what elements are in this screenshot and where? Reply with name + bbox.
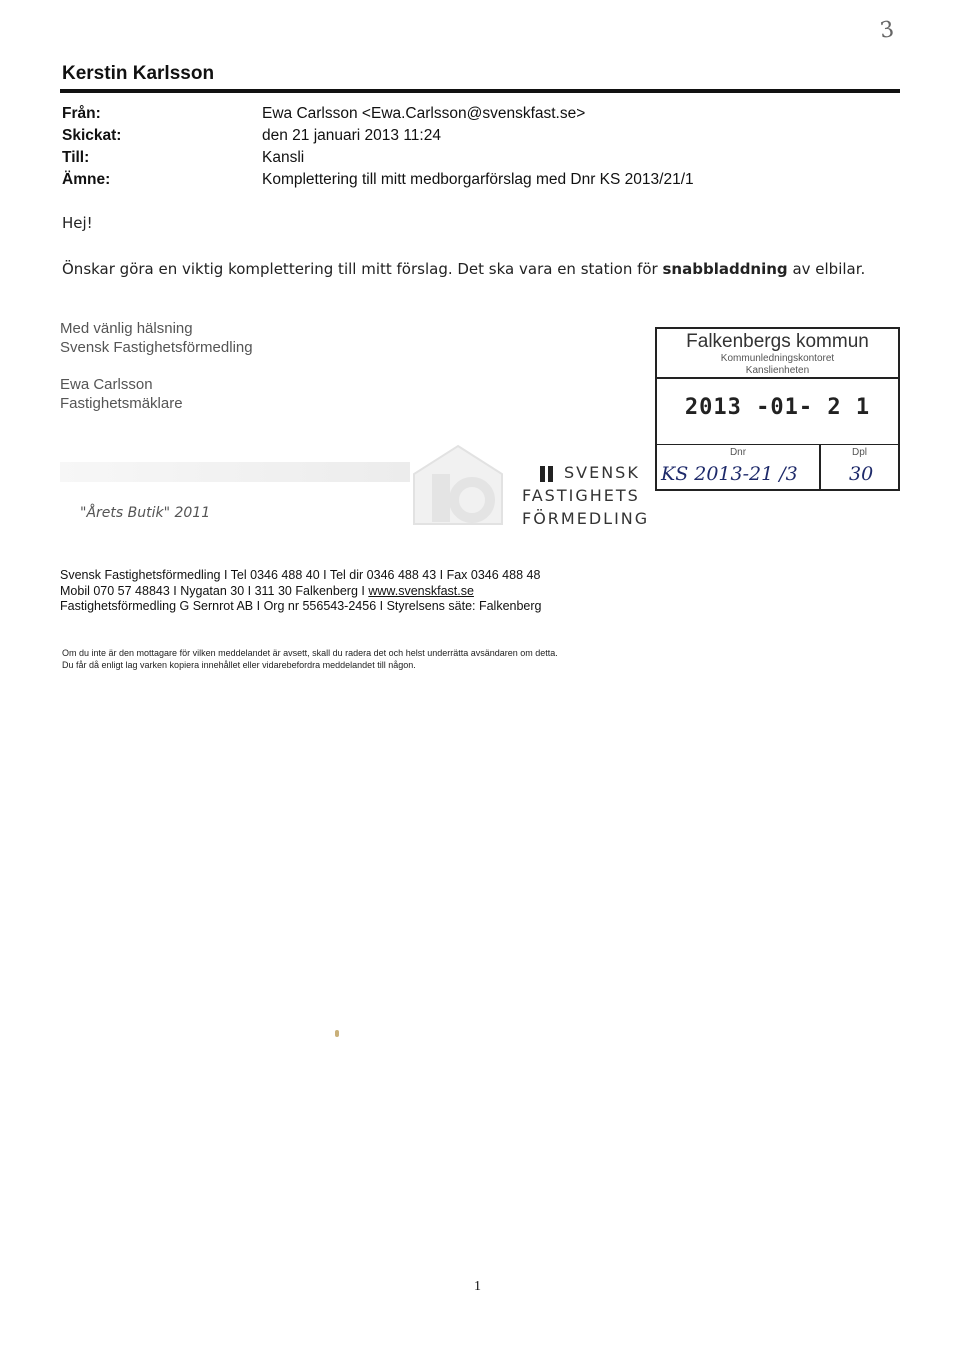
anniversary-logo-icon — [412, 444, 504, 526]
greeting: Hej! — [62, 214, 93, 232]
handwritten-page-number: 3 — [878, 17, 896, 44]
stamp-divider — [657, 377, 898, 379]
brand-line3: FÖRMEDLING — [522, 509, 650, 528]
signature-closing: Med vänlig hälsning — [60, 320, 193, 337]
footer-line2 — [60, 584, 474, 598]
stamp-dnr-value: KS 2013-21 /3 — [661, 463, 798, 485]
stamp-dept2: Kanslienheten — [745, 365, 810, 376]
footer-line1: Svensk Fastighetsförmedling I Tel 0346 488 40 I Tel dir 0346 488 43 I Fax 0346 488 48 — [60, 568, 541, 582]
disclaimer-line1: Om du inte är den mottagare för vilken meddelandet är avsett, skall du radera det och helst underrätta avsändaren om detta. — [62, 648, 558, 658]
disclaimer-line2: Du får då enligt lag varken kopiera innehållet eller vidarebefordra meddelandet till någon. — [62, 660, 416, 670]
sender-name: Kerstin Karlsson — [62, 63, 215, 84]
banner-bar — [60, 462, 410, 482]
from-label: Från: — [62, 105, 101, 122]
from-value: Ewa Carlsson <Ewa.Carlsson@svenskfast.se> — [262, 105, 586, 122]
received-stamp — [655, 327, 900, 491]
stamp-dpl-value: 30 — [849, 463, 874, 485]
stamp-dpl-label: Dpl — [851, 447, 867, 458]
stamp-dnr-label: Dnr — [729, 447, 747, 458]
scan-speck — [335, 1030, 339, 1037]
header-rule — [60, 89, 900, 93]
sent-label: Skickat: — [62, 127, 122, 144]
brand-line1: SVENSK — [564, 463, 640, 482]
message-start: Önskar göra en viktig komplettering till mitt förslag. Det ska vara en station för — [62, 260, 663, 278]
brand-line2: FASTIGHETS — [522, 486, 640, 505]
stamp-date: 2013 -01- 2 1 — [684, 395, 871, 420]
footer-line3: Fastighetsförmedling G Sernrot AB I Org nr 556543-2456 I Styrelsens säte: Falkenberg — [60, 599, 542, 613]
award-text: "Årets Butik" 2011 — [80, 505, 211, 521]
to-label: Till: — [62, 149, 90, 166]
subject-value: Komplettering till mitt medborgarförslag med Dnr KS 2013/21/1 — [262, 171, 694, 188]
message — [62, 260, 865, 278]
footer-contact: Mobil 070 57 48843 I Nygatan 30 I 311 30 Falkenberg I — [60, 584, 369, 598]
signature-title: Fastighetsmäklare — [60, 395, 183, 412]
stamp-dept1: Kommunledningskontoret — [720, 353, 835, 364]
to-value: Kansli — [262, 149, 305, 166]
sent-value: den 21 januari 2013 11:24 — [262, 127, 441, 144]
signature-name: Ewa Carlsson — [60, 376, 153, 393]
message-bold: snabbladdning — [662, 260, 788, 278]
signature-company: Svensk Fastighetsförmedling — [60, 339, 253, 356]
brand-bars-icon — [540, 466, 560, 482]
website-link[interactable]: www.svenskfast.se — [368, 584, 474, 598]
page-number: 1 — [474, 1279, 481, 1294]
stamp-org: Falkenbergs kommun — [686, 331, 869, 352]
stamp-divider — [657, 444, 898, 445]
subject-label: Ämne: — [62, 171, 111, 188]
message-end: av elbilar. — [787, 260, 866, 278]
